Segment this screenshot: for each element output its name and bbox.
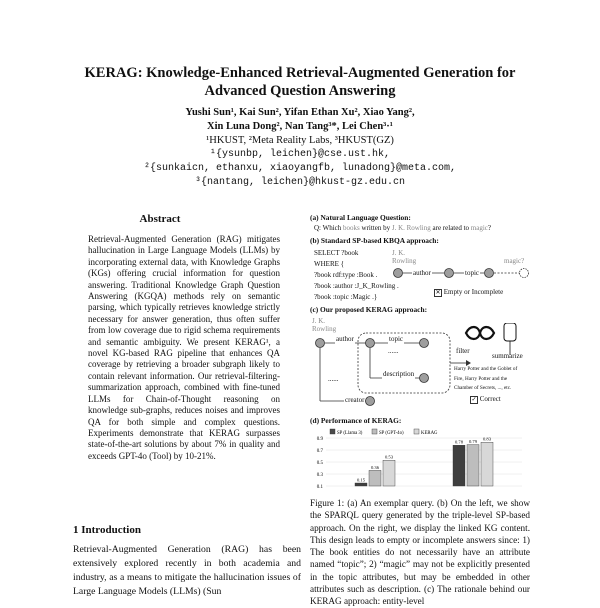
affiliations: ¹HKUST, ²Meta Reality Labs, ³HKUST(GZ)	[206, 135, 394, 146]
email-line-2: ²{sunkaicn, ethanxu, xiaoyangfb, lunadong}@meta.com,	[143, 163, 457, 174]
sparql-line: SELECT ?book	[314, 249, 359, 257]
sparql-line: WHERE {	[314, 260, 344, 268]
kg-node-author-label: J. K. Rowling	[392, 249, 417, 265]
bar-value-label: 0.15	[356, 477, 366, 483]
bar	[481, 442, 493, 486]
answer-line: Harry Potter and the Goblet of	[454, 366, 518, 372]
dots: ......	[328, 375, 339, 383]
kg-node	[420, 374, 429, 383]
bar	[355, 483, 367, 486]
authors-line-1: Yushi Sun¹, Kai Sun², Yifan Ethan Xu², Xiao Yang²,	[185, 107, 415, 118]
legend-swatch	[372, 429, 377, 434]
summarize-label: summarize	[492, 352, 523, 360]
abstract-heading: Abstract	[139, 213, 181, 225]
answer-line: Chamber of Secrets, ..., etc.	[454, 385, 512, 391]
sparql-query	[314, 248, 399, 303]
result-c: ✓ Correct	[471, 395, 501, 403]
sparql-line: ?book rdf:type :Book .	[314, 271, 378, 279]
llama-icon	[504, 323, 516, 341]
bar	[369, 470, 381, 486]
kg-node	[445, 269, 454, 278]
title-line-1: KERAG: Knowledge-Enhanced Retrieval-Augmented Generation for	[84, 65, 516, 81]
figure-caption: Figure 1: (a) An exemplar query. (b) On the left, we show the SPARQL query generated by the triple-level SP-based approach. On the right, we display the linked KG content. This design leads to empty or incomplete answers since: 1) The book entities do not necessarily have an attribute named “topic”; 2) “magic” may not be explicitly presented in the topic attributes, but may be embedded in other attributes such as description. (c) The rationale behind our KERAG approach: entity-level	[310, 498, 530, 607]
filter-label: filter	[456, 347, 470, 355]
kg-node	[316, 339, 325, 348]
legend-label: SP (Llama 3)	[337, 431, 363, 436]
author-block	[40, 106, 560, 148]
performance-chart	[308, 428, 530, 490]
kg-node-magic-label: magic?	[504, 257, 525, 265]
y-tick-label: 0.5	[316, 460, 323, 466]
bar	[467, 445, 479, 486]
paper-title	[40, 64, 560, 100]
c-edge-topic: topic	[389, 335, 403, 343]
infinity-icon	[466, 327, 494, 339]
y-tick-label: 0.9	[316, 436, 323, 442]
y-tick-label: 0.3	[316, 472, 323, 478]
result-b: ✕ Empty or Incomplete	[435, 288, 504, 296]
edge-topic-label: topic	[465, 269, 479, 277]
kg-node	[366, 397, 375, 406]
email-line-3: ³{nantang, leichen}@hkust-gz.edu.cn	[194, 177, 406, 188]
legend-label: SP (GPT-4o)	[379, 431, 404, 436]
bar-value-label: 0.53	[384, 454, 394, 460]
kg-node	[520, 269, 529, 278]
introduction-heading: 1 Introduction	[73, 524, 141, 536]
bar	[383, 460, 395, 486]
panel-a-label: (a) Natural Language Question:	[310, 213, 411, 222]
y-tick-label: 0.7	[316, 448, 323, 454]
abstract-body: Retrieval-Augmented Generation (RAG) mitigates hallucination in Large Language Models (LLMs) by incorporating external data, with Knowledge Graphs (KGs) offering crucial information for question answering. Traditional Knowledge Graph Question Answering (KGQA) methods rely on semantic parsing, which typically retrieves knowledge strictly necessary for answer generation, thus often suffer from low coverage due to rigid schema requirements and semantic ambiguity. We present KERAG¹, a novel KG-based RAG pipeline that enhances QA coverage by retrieving a broader subgraph likely to contain relevant information. Our retrieval-filtering-summarization approach, combined with fine-tuned LLMs for Chain-of-Thought reasoning on knowledge sub-graphs, reduces noises and improves QA for both simple and complex questions. Experiments demonstrate that KERAG surpasses state-of-the-art solutions by about 7% in quality and exceeds GPT-4o (Tool) by 10-21%.	[88, 234, 280, 461]
c-edge-creator: creator	[345, 396, 365, 404]
kerag-answer	[454, 365, 530, 394]
bar-value-label: 0.83	[482, 436, 492, 442]
panel-b-label: (b) Standard SP-based KBQA approach:	[310, 236, 439, 245]
email-block	[40, 148, 560, 190]
panel-c-label: (c) Our proposed KERAG approach:	[310, 305, 428, 314]
legend-swatch	[414, 429, 419, 434]
panel-d-label: (d) Performance of KERAG:	[310, 416, 402, 425]
edge-author-label: author	[413, 269, 431, 277]
kg-node	[394, 269, 403, 278]
bar-value-label: 0.78	[454, 439, 464, 445]
c-edge-description: description	[383, 370, 415, 378]
authors-line-2: Xin Luna Dong², Nan Tang³*, Lei Chen³·¹	[207, 121, 393, 132]
kerag-node-author-label: J. K. Rowling	[312, 317, 337, 333]
kg-node	[366, 339, 375, 348]
figure-1	[308, 213, 530, 513]
introduction-body: Retrieval-Augmented Generation (RAG) has been extensively explored recently in both academia and industry, as a means to mitigate the hallucination issues of Large Language Models (LLMs) (Sun	[73, 544, 301, 597]
kg-node	[485, 269, 494, 278]
email-line-1: ¹{ysunbp, leichen}@cse.ust.hk,	[209, 149, 391, 160]
cross-icon: ✕	[435, 290, 441, 296]
title-line-2: Advanced Question Answering	[204, 83, 396, 99]
sparql-line: ?book :author :J_K_Rowling .	[314, 282, 399, 290]
kg-node	[420, 339, 429, 348]
bar-value-label: 0.36	[370, 464, 380, 470]
legend-label: KERAG	[421, 431, 438, 436]
y-tick-label: 0.1	[316, 484, 323, 490]
bar-value-label: 0.79	[468, 439, 478, 445]
c-edge-dots: ......	[388, 347, 399, 355]
c-edge-author: author	[336, 335, 354, 343]
check-icon: ✓	[471, 397, 477, 403]
sparql-line: ?book :topic :Magic .}	[314, 293, 378, 301]
bar	[453, 445, 465, 486]
legend-swatch	[330, 429, 335, 434]
answer-line: Fire, Harry Potter and the	[454, 375, 508, 382]
panel-a-question: Q: Which books written by J. K. Rowling are related to magic?	[314, 224, 492, 232]
